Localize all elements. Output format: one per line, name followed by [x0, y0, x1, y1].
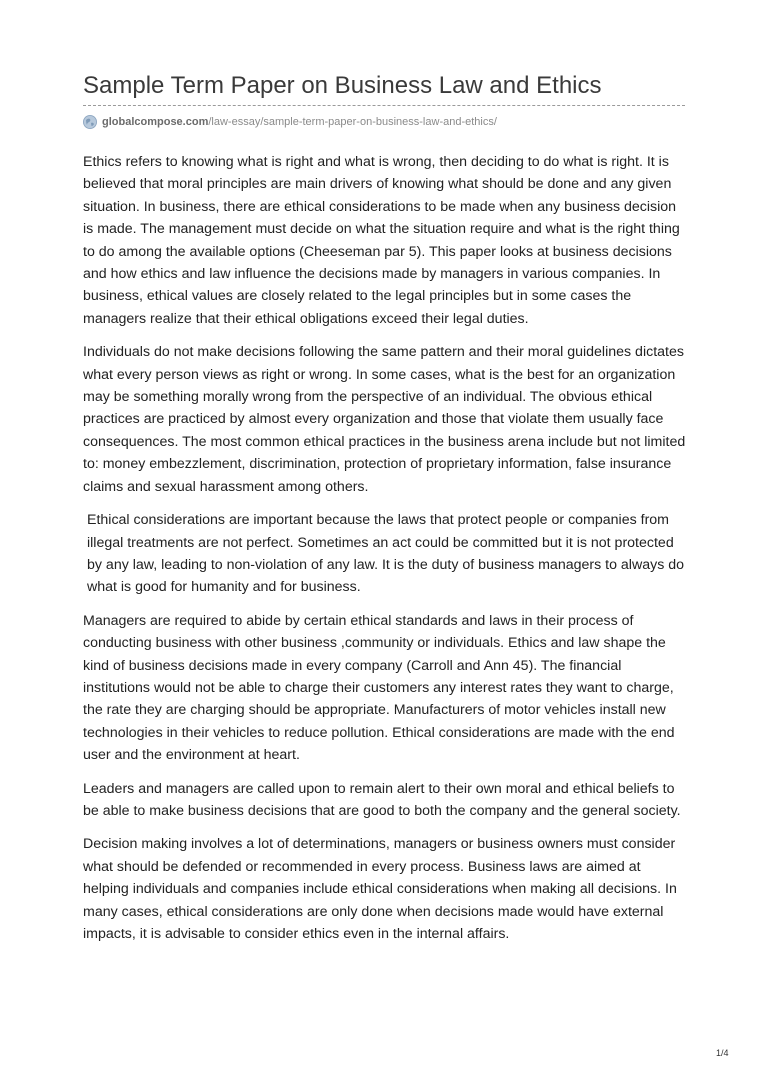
source-line — [83, 114, 497, 130]
page-number: 1/4 — [716, 1048, 729, 1058]
paragraph: Ethical considerations are important because the laws that protect people or companies from illegal treatments are not perfect. Sometimes an act could be committed but it is not protected by any law, leading to non-violation of any law. It is the duty of business managers to always do what is good for humanity and for business. — [87, 512, 685, 596]
title-divider — [83, 105, 685, 106]
source-domain-link[interactable]: globalcompose.com — [102, 116, 209, 128]
paragraph: Managers are required to abide by certain ethical standards and laws in their process of conducting business with other business ,community or individuals. Ethics and law shape the kind of business decisions made in every company (Carroll and Ann 45). The financial institutions would not be able to charge their customers any interest rates they want to charge, the rate they are charging should be appropriate. Manufacturers of motor vehicles install new technologies in their vehicles to reduce pollution. Ethical considerations are made with the end user and the environment at heart. — [83, 612, 675, 764]
paragraph: Individuals do not make decisions following the same pattern and their moral guidelines dictates what every person views as right or wrong. In some cases, what is the best for an organization may be something morally wrong from the perspective of an individual. The obvious ethical practices are practiced by almost every organization and those that violate them usually face consequences. The most common ethical practices in the business arena include but not limited to: money embezzlement, discrimination, protection of proprietary information, false insurance claims and sexual harassment among others. — [83, 344, 686, 495]
source-path-link[interactable]: /law-essay/sample-term-paper-on-business-law-and-ethics/ — [208, 116, 497, 128]
body-text — [83, 151, 688, 956]
page-title: Sample Term Paper on Business Law and Ethics — [83, 72, 602, 99]
paragraph: Leaders and managers are called upon to remain alert to their own moral and ethical beliefs to be able to make business decisions that are good to both the company and the general society. — [83, 780, 681, 819]
paragraph: Decision making involves a lot of determinations, managers or business owners must consider what should be defended or recommended in every process. Business laws are aimed at helping individuals and companies include ethical considerations when making all decisions. In many cases, ethical considerations are only done when decisions made would have external impacts, it is advisable to consider ethics even in the internal affairs. — [83, 836, 677, 942]
paragraph: Ethics refers to knowing what is right and what is wrong, then deciding to do what is right. It is believed that moral principles are main drivers of knowing what should be done and any given situation. In business, there are ethical considerations to be made when any business decision is made. The management must decide on what the situation require and what is the right thing to do among the available options (Cheeseman par 5). This paper looks at business decisions and how ethics and law influence the decisions made by managers in various companies. In business, ethical values are closely related to the legal principles but in some cases the managers realize that their ethical obligations exceed their legal duties. — [83, 154, 680, 327]
globe-icon — [83, 115, 97, 129]
